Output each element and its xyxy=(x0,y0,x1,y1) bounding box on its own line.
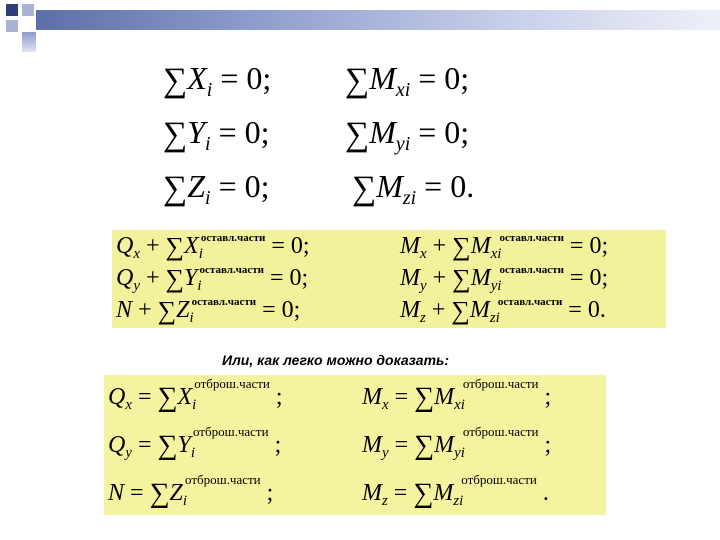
header-square-dark xyxy=(6,4,18,16)
equation-sum-mx: $\sum M_{xi} = 0$; xyxy=(345,60,470,101)
equation-mz-remaining: $M_z + \sum M_{zi}^{оставл.части} = 0$. xyxy=(400,295,606,327)
header-square-light xyxy=(22,4,34,16)
equation-sum-x: $\sum X_i = 0$; xyxy=(163,60,272,101)
equation-my-remaining: $M_y + \sum M_{yi}^{оставл.части} = 0$; xyxy=(400,263,609,295)
equation-qy-discarded: $Q_y = \sum Y_i^{отброш.части}$ ; xyxy=(108,424,282,462)
header-vertical-bar xyxy=(22,32,36,52)
equation-my-discarded: $M_y = \sum M_{yi}^{отброш.части}$ ; xyxy=(362,424,552,462)
superscript-discarded: отброш.части xyxy=(461,472,537,488)
header-gradient-bar xyxy=(36,10,720,30)
equation-qy-remaining: $Q_y + \sum Y_i^{оставл.части} = 0$; xyxy=(116,263,309,295)
equation-mx-discarded: $M_x = \sum M_{xi}^{отброш.части}$ ; xyxy=(362,376,552,414)
equation-sum-my: $\sum M_{yi} = 0$; xyxy=(345,114,470,155)
superscript-remaining: оставл.части xyxy=(499,263,564,276)
equation-sum-y: $\sum Y_i = 0$; xyxy=(163,114,270,155)
superscript-remaining: оставл.части xyxy=(191,295,257,308)
superscript-discarded: отброш.части xyxy=(194,376,270,392)
superscript-discarded: отброш.части xyxy=(462,376,539,392)
superscript-remaining: оставл.части xyxy=(199,263,265,276)
equation-sum-z: $\sum Z_i = 0$; xyxy=(163,168,270,209)
header-square-light xyxy=(6,20,18,32)
equation-qx-remaining: $Q_x + \sum X_i^{оставл.части} = 0$; xyxy=(116,231,310,263)
equation-qx-discarded: $Q_x = \sum X_i^{отброш.части}$ ; xyxy=(108,376,283,414)
equation-sum-mz: $\sum M_{zi} = 0$. xyxy=(352,168,475,209)
superscript-discarded: отброш.части xyxy=(462,424,539,440)
header-square-white xyxy=(22,20,32,30)
equation-mz-discarded: $M_z = \sum M_{zi}^{отброш.части}$ . xyxy=(362,472,549,510)
equation-mx-remaining: $M_x + \sum M_{xi}^{оставл.части} = 0$; xyxy=(400,231,609,263)
superscript-discarded: отброш.части xyxy=(185,472,261,488)
superscript-remaining: оставл.части xyxy=(200,231,266,244)
superscript-remaining: оставл.части xyxy=(499,231,564,244)
superscript-remaining: оставл.части xyxy=(497,295,563,308)
equation-n-discarded: $N = \sum Z_i^{отброш.части}$ ; xyxy=(108,472,274,510)
superscript-discarded: отброш.части xyxy=(192,424,269,440)
equation-n-remaining: $N + \sum Z_i^{оставл.части} = 0$; xyxy=(116,295,301,327)
caption-text: Или, как легко можно доказать: xyxy=(222,352,450,368)
